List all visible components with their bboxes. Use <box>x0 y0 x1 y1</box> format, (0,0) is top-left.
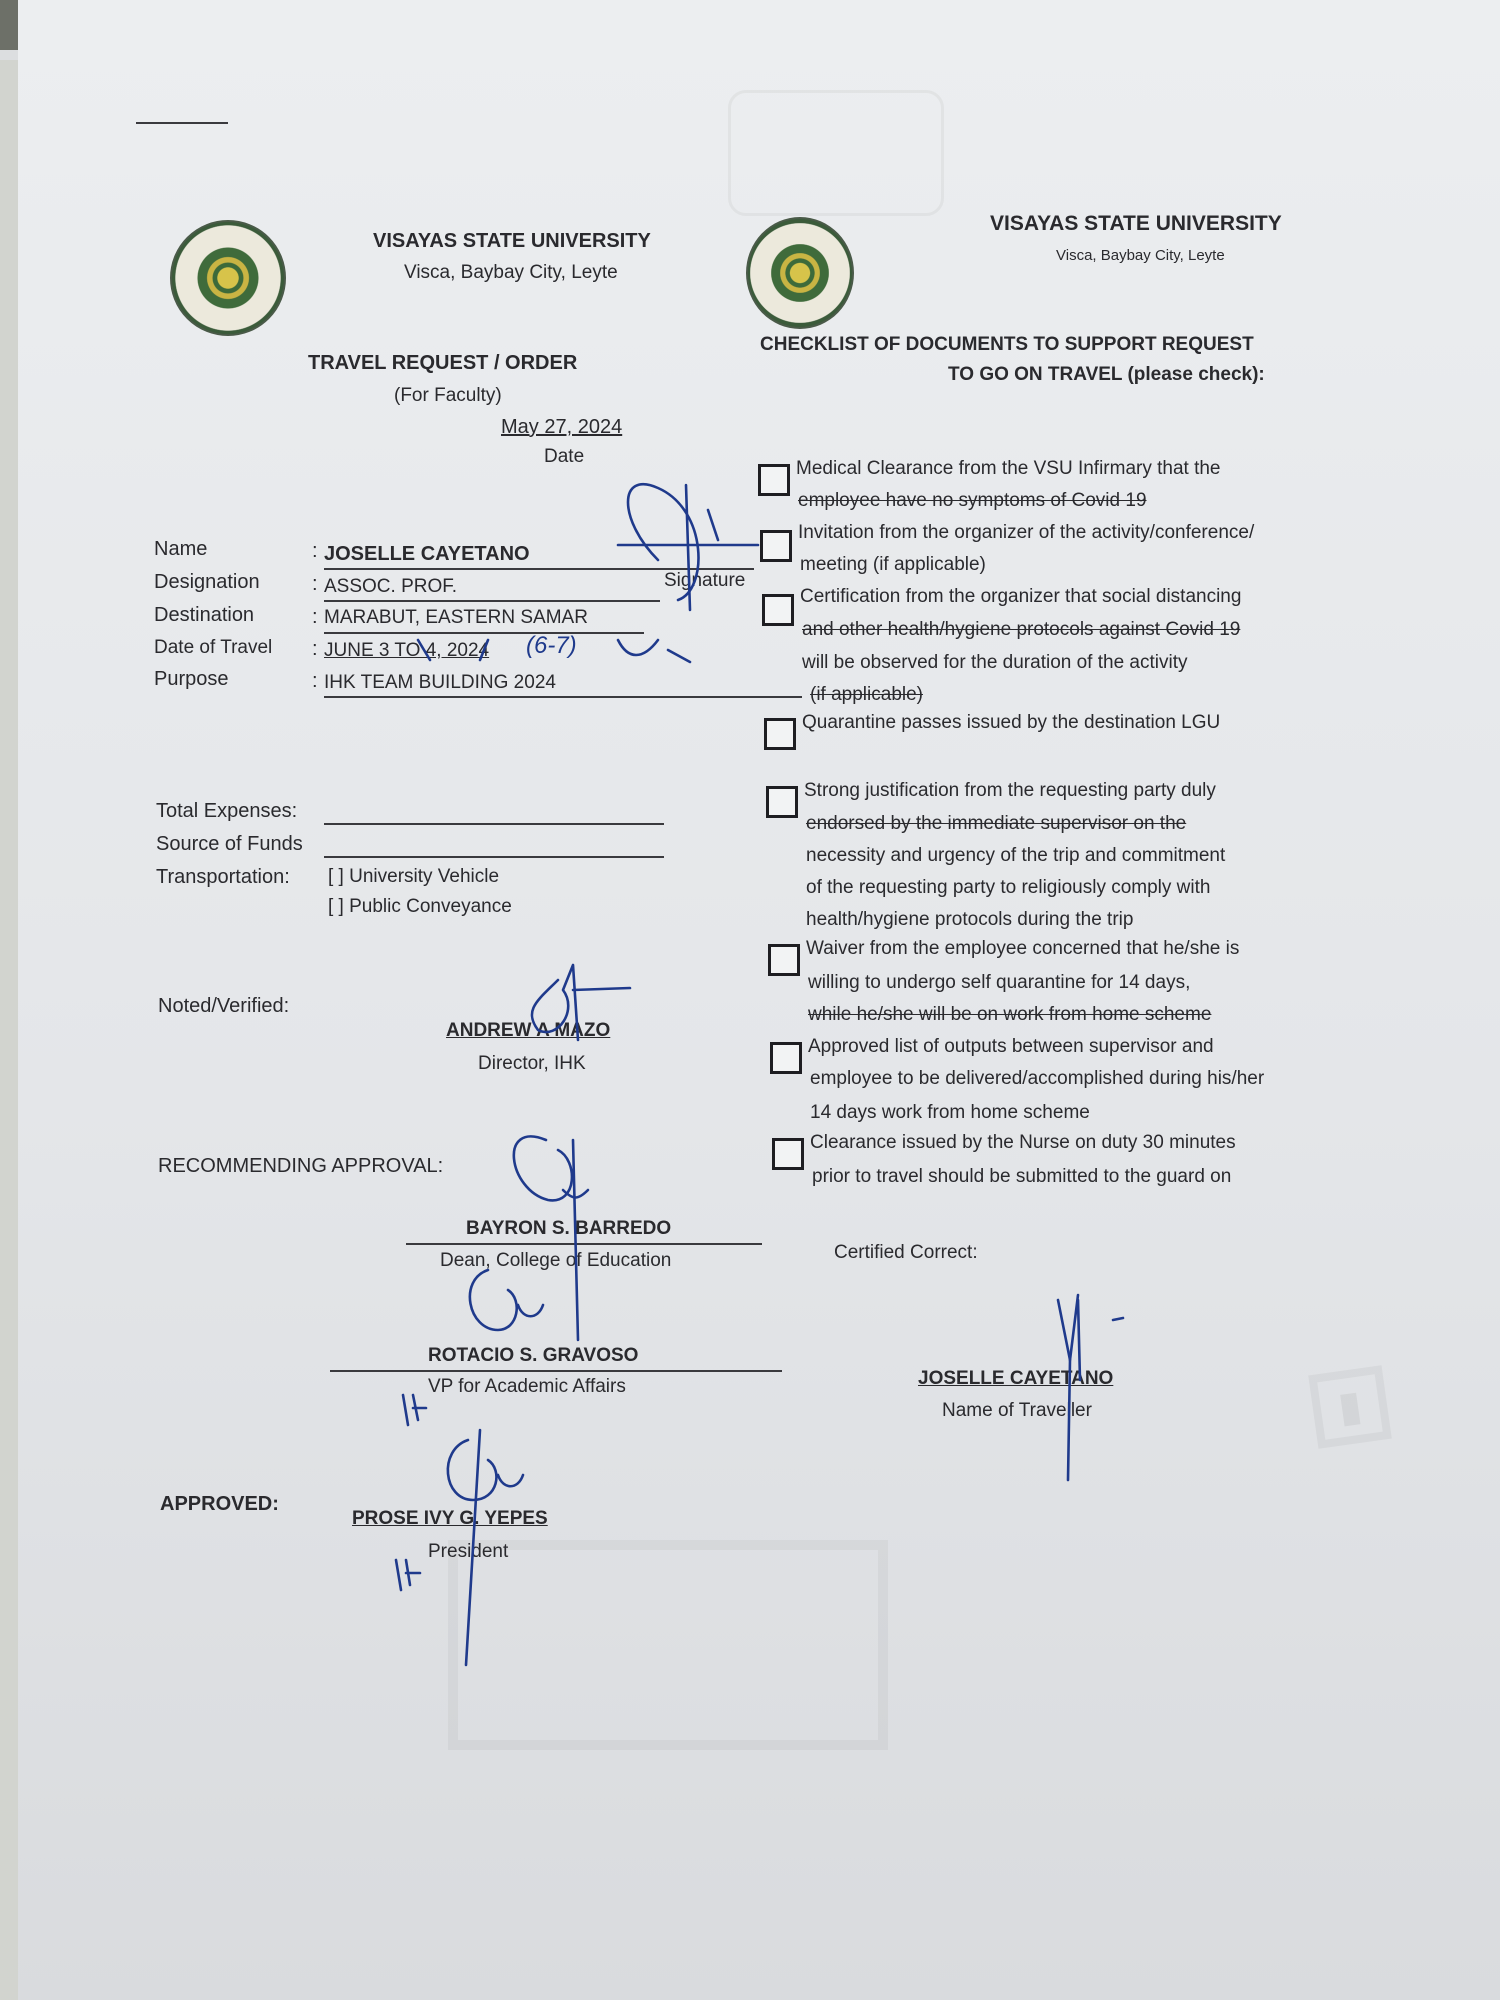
item-certification-line-3: will be observed for the duration of the activity <box>802 652 1188 673</box>
field-value-name[interactable]: JOSELLE CAYETANO <box>324 543 530 565</box>
document-page <box>18 0 1500 2000</box>
field-label-designation: Designation <box>154 571 260 593</box>
field-line-designation <box>324 600 660 602</box>
form-subtitle: (For Faculty) <box>394 385 502 406</box>
checkbox-certification[interactable] <box>762 594 794 626</box>
recommending-label: RECOMMENDING APPROVAL: <box>158 1155 444 1177</box>
item-outputs-line-2: employee to be delivered/accomplished during his/her <box>810 1068 1265 1089</box>
noted-name: ANDREW A MAZO <box>446 1020 611 1041</box>
photo-corner <box>0 0 18 50</box>
transportation-label: Transportation: <box>156 866 290 888</box>
colon: : <box>312 638 318 660</box>
right-university-name: VISAYAS STATE UNIVERSITY <box>990 212 1282 235</box>
source-of-funds-label: Source of Funds <box>156 833 303 855</box>
handwritten-travel-note: (6-7) <box>526 632 577 659</box>
item-justification-line-1: Strong justification from the requesting party duly <box>804 780 1216 801</box>
traveller-name: JOSELLE CAYETANO <box>918 1368 1114 1389</box>
date-label: Date <box>544 446 585 467</box>
date-value: May 27, 2024 <box>501 416 623 438</box>
form-title: TRAVEL REQUEST / ORDER <box>308 352 578 374</box>
item-justification-line-4: of the requesting party to religiously comply with <box>806 877 1211 898</box>
item-invitation-line-2: meeting (if applicable) <box>800 554 986 575</box>
field-label-destination: Destination <box>154 604 255 626</box>
checkbox-strong-justification[interactable] <box>766 786 798 818</box>
certified-correct-label: Certified Correct: <box>834 1242 978 1263</box>
field-line-purpose <box>324 696 802 698</box>
approved-name: PROSE IVY G. YEPES <box>352 1508 548 1529</box>
checkbox-invitation[interactable] <box>760 530 792 562</box>
field-line-destination <box>324 632 644 634</box>
vsu-seal-right <box>746 217 854 329</box>
noted-label: Noted/Verified: <box>158 995 290 1017</box>
right-address: Visca, Baybay City, Leyte <box>1056 247 1225 264</box>
approved-title: President <box>428 1541 509 1562</box>
left-address: Visca, Baybay City, Leyte <box>404 262 618 283</box>
colon: : <box>312 606 318 628</box>
checklist-title-2: TO GO ON TRAVEL (please check): <box>948 364 1265 385</box>
item-waiver-line-2: willing to undergo self quarantine for 14 days, <box>808 972 1191 993</box>
left-university-name: VISAYAS STATE UNIVERSITY <box>373 230 651 252</box>
item-justification-line-2: endorsed by the immediate supervisor on the <box>806 813 1187 834</box>
rec2-line <box>330 1370 782 1372</box>
field-label-name: Name <box>154 538 208 560</box>
colon: : <box>312 540 318 562</box>
colon: : <box>312 670 318 692</box>
item-waiver-line-1: Waiver from the employee concerned that he/she is <box>806 938 1240 959</box>
field-label-purpose: Purpose <box>154 668 229 690</box>
rec1-name: BAYRON S. BARREDO <box>466 1218 672 1239</box>
checkbox-waiver[interactable] <box>768 944 800 976</box>
rec2-name: ROTACIO S. GRAVOSO <box>428 1345 639 1366</box>
vsu-seal-left <box>170 220 286 336</box>
rec1-title: Dean, College of Education <box>440 1250 672 1271</box>
item-nurse-line-1: Clearance issued by the Nurse on duty 30 minutes <box>810 1132 1236 1153</box>
item-certification-line-4: (if applicable) <box>810 684 923 705</box>
traveller-label: Name of Traveller <box>942 1400 1092 1421</box>
top-dash <box>136 122 228 124</box>
signature-label: Signature <box>664 570 746 591</box>
item-justification-line-5: health/hygiene protocols during the trip <box>806 909 1134 930</box>
field-value-date-of-travel[interactable]: JUNE 3 TO 4, 2024 <box>324 640 490 661</box>
item-certification-line-1: Certification from the organizer that social distancing <box>800 586 1242 607</box>
item-invitation-line-1: Invitation from the organizer of the activity/conference/ <box>798 522 1255 543</box>
field-value-designation[interactable]: ASSOC. PROF. <box>324 576 458 597</box>
item-outputs-line-1: Approved list of outputs between supervisor and <box>808 1036 1214 1057</box>
transport-option-public-conveyance[interactable]: [ ] Public Conveyance <box>328 896 512 917</box>
item-medical-line-2: employee have no symptoms of Covid 19 <box>798 490 1147 511</box>
rec2-title: VP for Academic Affairs <box>428 1376 626 1397</box>
item-waiver-line-3: while he/she will be on work from home scheme <box>808 1004 1212 1025</box>
total-expenses-line[interactable] <box>324 823 664 825</box>
approved-label: APPROVED: <box>160 1493 279 1515</box>
total-expenses-label: Total Expenses: <box>156 800 298 822</box>
item-outputs-line-3: 14 days work from home scheme <box>810 1102 1090 1123</box>
checkbox-medical-clearance[interactable] <box>758 464 790 496</box>
photo-edge <box>0 60 18 2000</box>
checklist-title-1: CHECKLIST OF DOCUMENTS TO SUPPORT REQUEST <box>760 334 1254 355</box>
item-quarantine-line-1: Quarantine passes issued by the destination LGU <box>802 712 1221 733</box>
checkbox-approved-outputs[interactable] <box>770 1042 802 1074</box>
field-value-purpose[interactable]: IHK TEAM BUILDING 2024 <box>324 672 556 693</box>
rec1-line <box>406 1243 762 1245</box>
item-nurse-line-2: prior to travel should be submitted to the guard on <box>812 1166 1232 1187</box>
transport-option-university-vehicle[interactable]: [ ] University Vehicle <box>328 866 500 887</box>
noted-title: Director, IHK <box>478 1053 586 1074</box>
ghost-box <box>728 90 944 216</box>
ghost-void-stamp <box>448 1540 888 1750</box>
source-of-funds-line[interactable] <box>324 856 664 858</box>
ghost-stamp: ▮ <box>1308 1365 1392 1449</box>
field-value-destination[interactable]: MARABUT, EASTERN SAMAR <box>324 607 588 628</box>
checkbox-nurse-clearance[interactable] <box>772 1138 804 1170</box>
field-label-date-of-travel: Date of Travel <box>154 637 273 658</box>
colon: : <box>312 573 318 595</box>
item-medical-line-1: Medical Clearance from the VSU Infirmary that the <box>796 458 1221 479</box>
item-certification-line-2: and other health/hygiene protocols against Covid 19 <box>802 619 1241 640</box>
checkbox-quarantine-passes[interactable] <box>764 718 796 750</box>
item-justification-line-3: necessity and urgency of the trip and commitment <box>806 845 1226 866</box>
